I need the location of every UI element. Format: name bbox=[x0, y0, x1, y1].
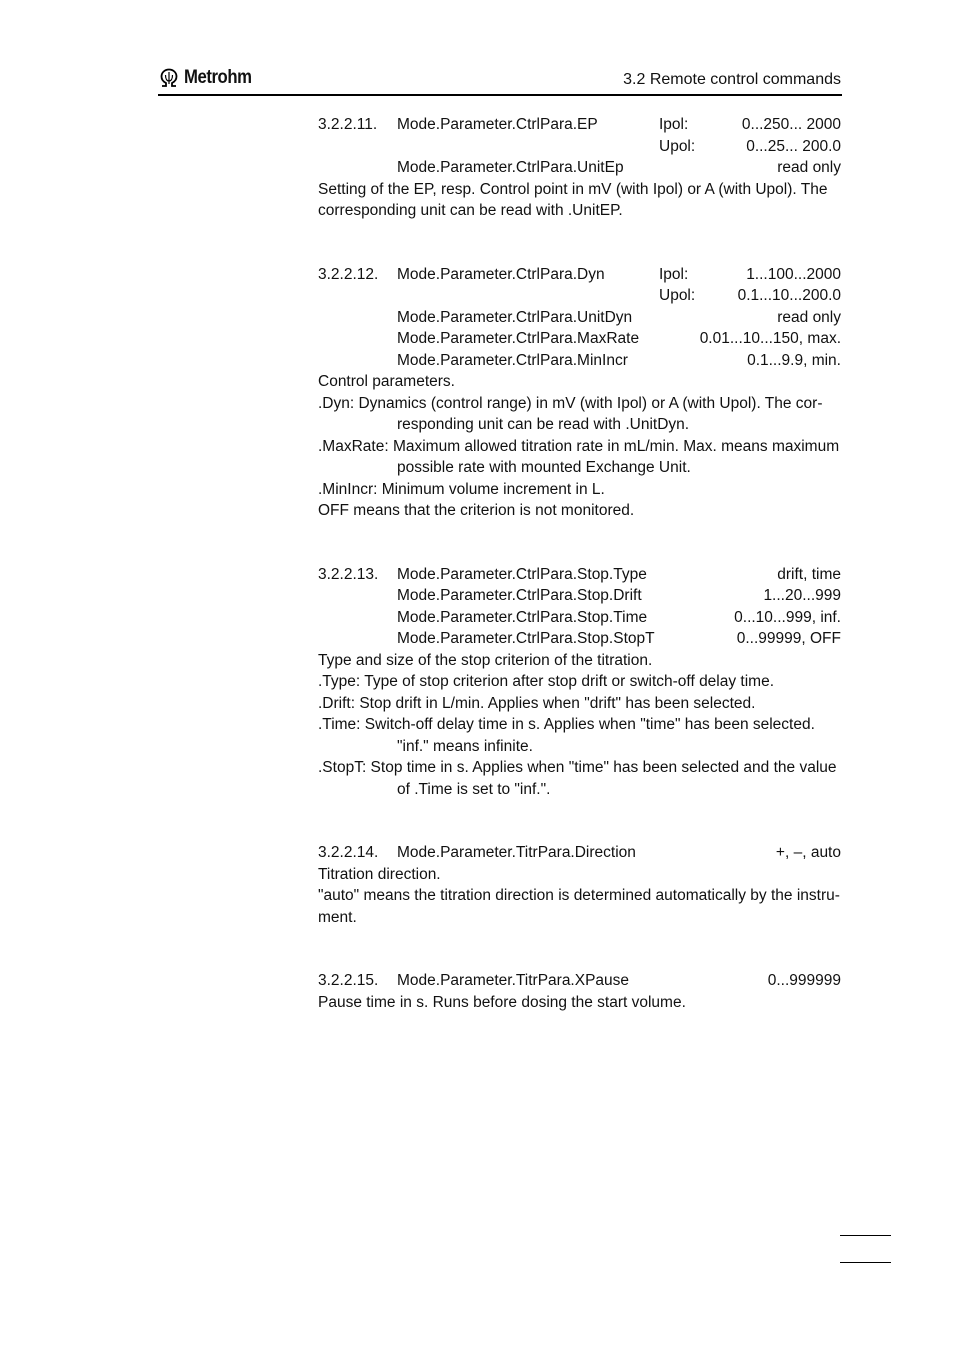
command-name: Mode.Parameter.CtrlPara.MinIncr bbox=[397, 351, 628, 369]
command-name: Mode.Parameter.CtrlPara.Stop.StopT bbox=[397, 630, 655, 647]
polarization-mode: Ipol: bbox=[659, 116, 689, 133]
command-row bbox=[318, 285, 841, 307]
description-line: "auto" means the titration direction is determined automatically by the instru- bbox=[318, 887, 840, 904]
value-range: 1...100...2000 bbox=[746, 265, 841, 283]
section-3-2-2-12 bbox=[318, 264, 841, 522]
value-range: 0.01...10...150, max. bbox=[699, 330, 841, 347]
section-number: 3.2.2.15. bbox=[318, 972, 379, 989]
description-line: .Dyn: Dynamics (control range) in mV (with Ipol) or A (with Upol). The cor- bbox=[318, 394, 823, 412]
value-range: +, –, auto bbox=[775, 844, 841, 861]
command-row bbox=[318, 350, 841, 372]
command-row bbox=[318, 628, 841, 650]
section-number: 3.2.2.12. bbox=[318, 265, 379, 283]
section-number: 3.2.2.14. bbox=[318, 844, 379, 861]
header-logo bbox=[158, 66, 261, 90]
description-continuation: responding unit can be read with .UnitDyn. bbox=[397, 416, 690, 433]
value-range: drift, time bbox=[777, 565, 841, 583]
value-range: 0...10...999, inf. bbox=[734, 608, 841, 626]
command-name: Mode.Parameter.CtrlPara.EP bbox=[397, 116, 598, 133]
value-range: read only bbox=[777, 159, 841, 176]
value-range: 0.1...9.9, min. bbox=[747, 351, 841, 369]
section-3-2-2-14 bbox=[318, 842, 841, 928]
command-row bbox=[318, 842, 841, 864]
description-line: corresponding unit can be read with .UnitEP. bbox=[318, 202, 623, 219]
value-range: 0...25... 200.0 bbox=[746, 137, 841, 155]
description-line: .Time: Switch-off delay time in s. Applies when "time" has been selected. bbox=[318, 716, 815, 733]
command-row bbox=[318, 585, 841, 607]
section-number: 3.2.2.11. bbox=[318, 116, 378, 133]
description-continuation: of .Time is set to "inf.". bbox=[397, 780, 551, 798]
command-row bbox=[318, 136, 841, 158]
command-row bbox=[318, 307, 841, 329]
footer-rule-top bbox=[840, 1235, 891, 1236]
description-line: Titration direction. bbox=[318, 865, 441, 883]
description-line: OFF means that the criterion is not monitored. bbox=[318, 502, 635, 519]
omega-logo-icon bbox=[158, 67, 180, 89]
description-continuation: "inf." means infinite. bbox=[397, 737, 533, 755]
page-content bbox=[318, 114, 841, 1055]
value-range: 0...999999 bbox=[767, 972, 841, 989]
value-range: 0...250... 2000 bbox=[741, 116, 841, 133]
command-name: Mode.Parameter.TitrPara.XPause bbox=[397, 972, 630, 989]
section-3-2-2-11 bbox=[318, 114, 841, 222]
value-range: 0...99999, OFF bbox=[736, 630, 841, 647]
command-name: Mode.Parameter.CtrlPara.Stop.Type bbox=[397, 565, 647, 583]
description-line: Pause time in s. Runs before dosing the start volume. bbox=[318, 993, 686, 1011]
command-name: Mode.Parameter.TitrPara.Direction bbox=[397, 844, 636, 861]
description-line: .MaxRate: Maximum allowed titration rate in mL/min. Max. means maximum bbox=[318, 437, 840, 455]
command-name: Mode.Parameter.CtrlPara.Dyn bbox=[397, 265, 605, 283]
section-number: 3.2.2.13. bbox=[318, 565, 379, 583]
command-name: Mode.Parameter.CtrlPara.Stop.Drift bbox=[397, 587, 642, 604]
footer-rule-bottom bbox=[840, 1262, 891, 1263]
command-row bbox=[318, 607, 841, 629]
description-line: Control parameters. bbox=[318, 373, 455, 390]
polarization-mode: Ipol: bbox=[659, 265, 689, 283]
value-range: 1...20...999 bbox=[763, 587, 841, 604]
description-line: Type and size of the stop criterion of the titration. bbox=[318, 651, 653, 669]
description-line: .Drift: Stop drift in L/min. Applies when "drift" has been selected. bbox=[318, 694, 756, 712]
command-name: Mode.Parameter.CtrlPara.UnitEp bbox=[397, 159, 624, 176]
page-header-title: 3.2 Remote control commands bbox=[623, 71, 841, 88]
command-row bbox=[318, 264, 841, 286]
description-line: .StopT: Stop time in s. Applies when "time" has been selected and the value bbox=[318, 759, 837, 776]
description-line: Setting of the EP, resp. Control point in mV (with Ipol) or A (with Upol). The bbox=[318, 180, 828, 198]
description-continuation: possible rate with mounted Exchange Unit. bbox=[397, 459, 691, 476]
value-range: read only bbox=[777, 308, 841, 326]
logo-text: Metrohm bbox=[184, 67, 252, 88]
command-row bbox=[318, 114, 841, 136]
command-row bbox=[318, 970, 841, 992]
section-3-2-2-15 bbox=[318, 970, 841, 1013]
description-line: .Type: Type of stop criterion after stop drift or switch-off delay time. bbox=[318, 673, 775, 690]
polarization-mode: Upol: bbox=[659, 287, 696, 304]
command-row bbox=[318, 157, 841, 179]
command-row bbox=[318, 564, 841, 586]
polarization-mode: Upol: bbox=[659, 137, 696, 155]
value-range: 0.1...10...200.0 bbox=[737, 287, 841, 304]
command-row bbox=[318, 328, 841, 350]
description-line: .MinIncr: Minimum volume increment in L. bbox=[318, 480, 605, 498]
description-line: ment. bbox=[318, 908, 357, 926]
command-name: Mode.Parameter.CtrlPara.MaxRate bbox=[397, 330, 640, 347]
header-rule bbox=[158, 94, 842, 96]
command-name: Mode.Parameter.CtrlPara.Stop.Time bbox=[397, 608, 648, 626]
command-name: Mode.Parameter.CtrlPara.UnitDyn bbox=[397, 308, 633, 326]
section-3-2-2-13 bbox=[318, 564, 841, 801]
